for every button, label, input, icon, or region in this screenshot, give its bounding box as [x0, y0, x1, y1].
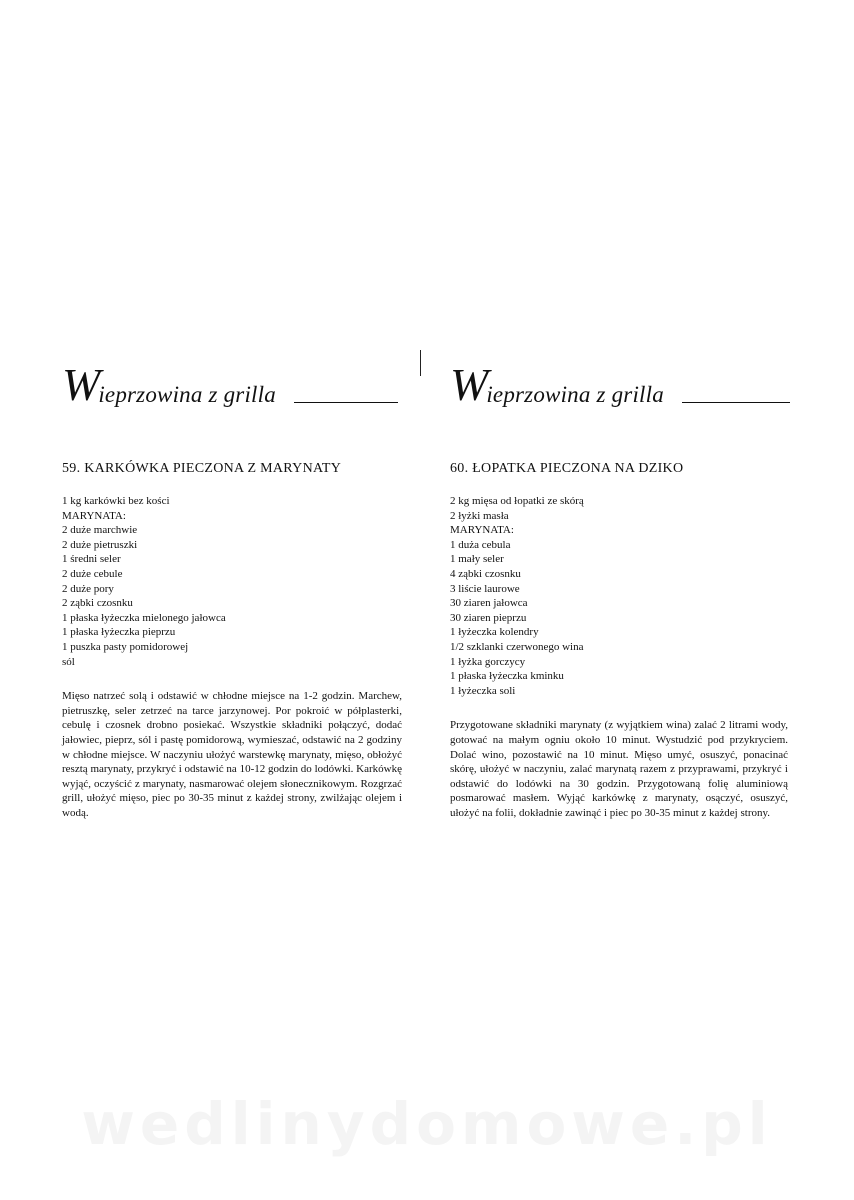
- ingredient-item: 2 duże marchwie: [62, 524, 138, 537]
- ingredient-item: MARYNATA:: [450, 524, 514, 537]
- ingredient-item: 2 duże pory: [62, 582, 114, 595]
- site-watermark: wedlinydomowe.pl: [81, 1090, 773, 1158]
- ingredient-item: 3 liście laurowe: [450, 582, 520, 595]
- ingredient-item: 2 kg mięsa od łopatki ze skórą: [450, 495, 584, 507]
- page-divider: [420, 350, 421, 376]
- chapter-title: [62, 359, 276, 410]
- ingredient-list: [62, 494, 402, 669]
- ingredient-item: 1 mały seler: [450, 553, 504, 566]
- chapter-title-rest: ieprzowina z grilla: [486, 382, 664, 407]
- chapter-initial: W: [62, 359, 99, 410]
- right-page: [450, 359, 788, 820]
- chapter-header: [450, 359, 788, 410]
- ingredient-list: [450, 494, 788, 698]
- ingredient-item: 1 łyżka gorczycy: [450, 655, 526, 668]
- ingredient-item: 1 duża cebula: [450, 538, 511, 551]
- ingredient-item: 2 duże pietruszki: [62, 538, 138, 551]
- recipe-title: 60. ŁOPATKA PIECZONA NA DZIKO: [450, 461, 684, 476]
- chapter-initial: W: [450, 359, 487, 410]
- ingredient-item: 1 łyżeczka soli: [450, 684, 516, 697]
- ingredient-item: 1 płaska łyżeczka mielonego jałowca: [62, 611, 226, 624]
- header-underline: [682, 402, 790, 403]
- ingredient-item: 1 płaska łyżeczka kminku: [450, 670, 564, 683]
- chapter-title-rest: ieprzowina z grilla: [98, 382, 276, 407]
- recipe-title: 59. KARKÓWKA PIECZONA Z MARYNATY: [62, 461, 342, 476]
- ingredient-item: 1 łyżeczka kolendry: [450, 626, 539, 639]
- ingredient-item: 1/2 szklanki czerwonego wina: [450, 640, 584, 653]
- ingredient-item: 1 puszka pasty pomidorowej: [62, 640, 189, 653]
- left-page: [62, 359, 402, 820]
- ingredient-item: 1 średni seler: [62, 553, 121, 566]
- chapter-title: [450, 359, 664, 410]
- ingredient-item: MARYNATA:: [62, 509, 126, 522]
- ingredient-item: 2 ząbki czosnku: [62, 597, 133, 610]
- ingredient-item: 30 ziaren jałowca: [450, 597, 528, 610]
- ingredient-item: 1 płaska łyżeczka pieprzu: [62, 626, 176, 639]
- ingredient-item: 2 duże cebule: [62, 567, 123, 580]
- ingredient-item: 30 ziaren pieprzu: [450, 611, 527, 624]
- method-paragraph: Mięso natrzeć solą i odstawić w chłodne miejsce na 1-2 godzin. Marchew, pietruszkę, seler zetrzeć na tarce jarzynowej. Por pokroić w półplasterki, cebulę i czosnek drobno posiekać. Wszystkie składniki połączyć, dodać jałowiec, pieprz, sól i pastę pomidorową, wymieszać, odstawić na 2 godziny w chłodne miejsce. W naczyniu ułożyć warstewkę marynaty, mięso, obłożyć resztą marynaty, przykryć i odstawić na 10-12 godzin do lodówki. Karkówkę wyjąć, oczyścić z marynaty, nasmarować olejem słonecznikowym. Rozgrzać grill, ułożyć mięso, piec po 30-35 minut z każdej strony, zwilżając olejem i wodą.: [62, 690, 402, 819]
- ingredient-item: sól: [62, 655, 75, 668]
- ingredient-item: 1 kg karkówki bez kości: [62, 495, 170, 507]
- ingredient-item: 4 ząbki czosnku: [450, 567, 521, 580]
- header-underline: [294, 402, 398, 403]
- ingredient-item: 2 łyżki masła: [450, 509, 509, 522]
- chapter-header: [62, 359, 402, 410]
- method-paragraph: Przygotowane składniki marynaty (z wyjątkiem wina) zalać 2 litrami wody, gotować na małym ogniu około 10 minut. Wystudzić pod przykryciem. Dolać wino, pozostawić na 10 minut. Mięso umyć, osuszyć, ponacinać skórę, ułożyć w naczyniu, zalać marynatą razem z przyprawami, przykryć i odstawić do lodówki na 30 godzin. Przygotowaną folię aluminiową posmarować masłem. Wyjąć karkówkę z marynaty, osączyć, osuszyć, ułożyć na folii, dokładnie zawinąć i piec po 30-35 minut z każdej strony.: [450, 719, 788, 819]
